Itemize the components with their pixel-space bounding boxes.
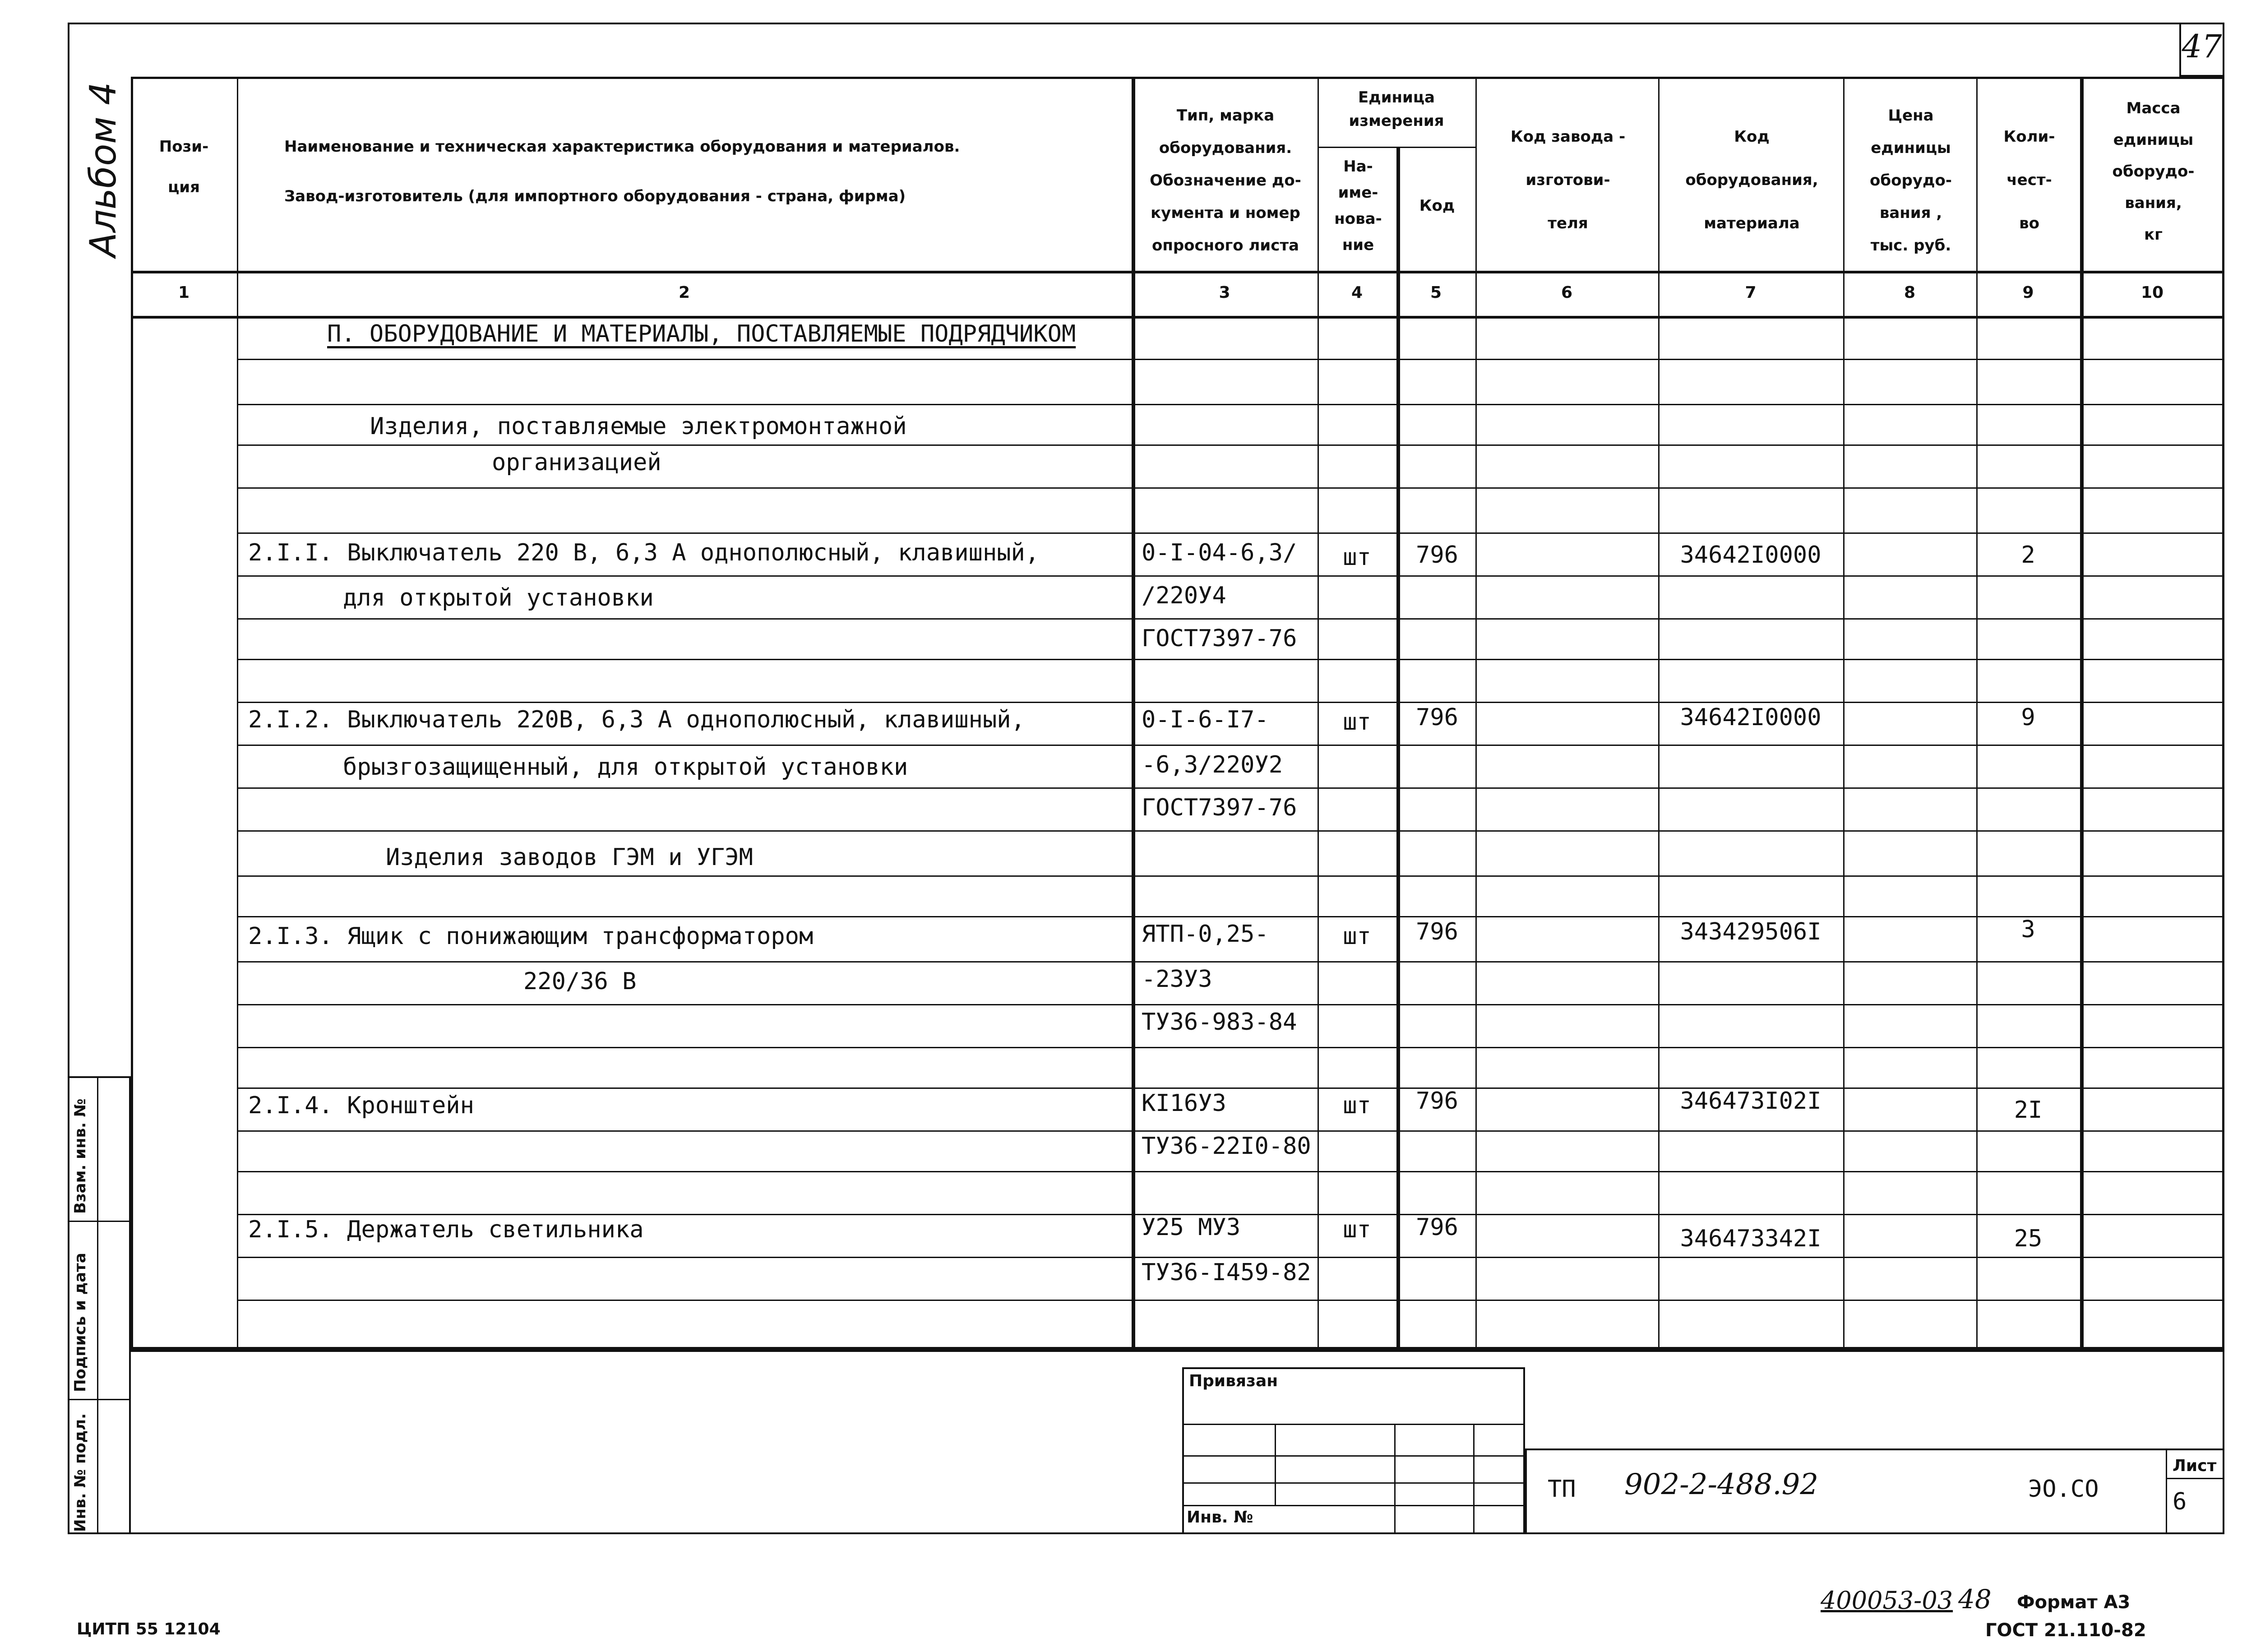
header-unit: Единица измерения xyxy=(1349,88,1444,130)
item3-type2: -23У3 xyxy=(1142,966,1212,993)
colnum-2: 2 xyxy=(678,283,690,302)
privyazan-label: Привязан xyxy=(1189,1372,1278,1390)
col-line-9 xyxy=(2080,77,2084,1349)
item4-type1: КI16У3 xyxy=(1142,1090,1226,1117)
row-line xyxy=(237,745,2224,746)
sheet-box-divider xyxy=(2166,1448,2167,1534)
item5-qty: 25 xyxy=(2014,1225,2043,1252)
item1-line1: 2.I.I. Выключатель 220 В, 6,3 А однополюсный, клавишный, xyxy=(248,539,1040,566)
colnum-7: 7 xyxy=(1745,283,1757,302)
group2-title: Изделия заводов ГЭМ и УГЭМ xyxy=(386,844,753,871)
sheet-box-sep xyxy=(2166,1478,2224,1479)
privyazan-v1 xyxy=(1275,1424,1276,1505)
row-line xyxy=(237,1087,2224,1089)
item4-unit-code: 796 xyxy=(1416,1087,1458,1115)
colnum-3: 3 xyxy=(1219,283,1230,302)
col-line-1 xyxy=(237,77,238,1349)
colnum-5: 5 xyxy=(1430,283,1442,302)
item5-unit: шт xyxy=(1343,1216,1371,1243)
header-col8: Цена единицы оборудо- вания , тыс. руб. xyxy=(1870,106,1952,255)
item4-code: 346473I02I xyxy=(1680,1087,1821,1115)
header-col3: Тип, марка оборудования. Обозначение до- кумента и номер опросного листа xyxy=(1150,106,1301,255)
row-line xyxy=(237,1171,2224,1172)
colnum-bottom-line xyxy=(131,316,2224,319)
footer-format: Формат А3 xyxy=(2017,1592,2131,1613)
privyazan-v3 xyxy=(1473,1424,1475,1534)
row-line xyxy=(237,875,2224,877)
item1-unit-code: 796 xyxy=(1416,541,1458,569)
sheet-number: 6 xyxy=(2173,1488,2187,1515)
corner-number: 47 xyxy=(2182,28,2222,65)
section-title: П. ОБОРУДОВАНИЕ И МАТЕРИАЛЫ, ПОСТАВЛЯЕМЫЕ ПОДРЯДЧИКОМ xyxy=(327,320,1076,347)
row-line xyxy=(237,1004,2224,1005)
item4-unit: шт xyxy=(1343,1092,1371,1119)
item1-type1: 0-I-04-6,3/ xyxy=(1142,539,1297,566)
item2-type2: -6,3/220У2 xyxy=(1142,751,1283,778)
row-line xyxy=(237,575,2224,577)
footer-gost: ГОСТ 21.110-82 xyxy=(1985,1620,2146,1641)
row-line xyxy=(237,532,2224,534)
col-line-5 xyxy=(1475,77,1477,1349)
doc-section: ЭО.СО xyxy=(2028,1476,2099,1503)
item4-qty: 2I xyxy=(2014,1097,2043,1124)
privyazan-v2 xyxy=(1394,1424,1396,1534)
row-line xyxy=(237,1257,2224,1258)
group1-line1: Изделия, поставляемые электромонтажной xyxy=(370,413,907,440)
item1-unit: шт xyxy=(1343,544,1371,571)
header-col10: Масса единицы оборудо- вания, кг xyxy=(2112,99,2195,244)
side-stamp-sep2 xyxy=(68,1399,131,1400)
colnum-4: 4 xyxy=(1351,283,1363,302)
header-col7: Код оборудования, материала xyxy=(1685,128,1818,232)
footer-archive: 400053-03 xyxy=(1821,1586,1953,1615)
header-col9: Коли- чест- во xyxy=(2003,128,2055,232)
group1-line2: организацией xyxy=(492,449,661,476)
item5-type1: У25 МУ3 xyxy=(1142,1214,1241,1241)
item5-line1: 2.I.5. Держатель светильника xyxy=(248,1216,644,1243)
item1-code: 34642I0000 xyxy=(1680,541,1821,569)
item1-type2: /220У4 xyxy=(1142,582,1226,609)
row-line xyxy=(237,830,2224,832)
row-line xyxy=(237,404,2224,405)
item4-type2: ТУ36-22I0-80 xyxy=(1142,1133,1311,1160)
row-line xyxy=(237,618,2224,620)
item5-code: 346473342I xyxy=(1680,1225,1821,1252)
header-col5: Код xyxy=(1419,197,1455,215)
item1-line2: для открытой установки xyxy=(343,584,654,611)
doc-number: 902-2-488.92 xyxy=(1624,1468,1819,1501)
row-line xyxy=(237,359,2224,360)
item2-type1: 0-I-6-I7- xyxy=(1142,706,1269,733)
stamp-replace-inv: Взам. инв. № xyxy=(71,1098,89,1214)
col-line-2 xyxy=(1132,77,1135,1349)
header-col4: На- име- нова- ние xyxy=(1334,157,1382,254)
sheet-label: Лист xyxy=(2173,1457,2217,1475)
item1-qty: 2 xyxy=(2021,541,2035,569)
header-col6: Код завода - изготови- теля xyxy=(1510,128,1626,232)
item3-type3: ТУ36-983-84 xyxy=(1142,1009,1297,1036)
item2-unit-code: 796 xyxy=(1416,704,1458,731)
row-line xyxy=(237,659,2224,660)
tp-label: ТП xyxy=(1548,1476,1576,1503)
item1-type3: ГОСТ7397-76 xyxy=(1142,625,1297,652)
item3-line1: 2.I.3. Ящик с понижающим трансформатором xyxy=(248,923,814,950)
row-line xyxy=(237,487,2224,489)
item2-unit: шт xyxy=(1343,708,1371,736)
album-label: Альбом 4 xyxy=(82,82,124,257)
side-stamp-divider xyxy=(97,1076,98,1534)
item2-line2: брызгозащищенный, для открытой установки xyxy=(343,754,908,781)
row-line xyxy=(237,916,2224,917)
row-line xyxy=(237,444,2224,446)
item3-line2: 220/36 В xyxy=(523,968,637,995)
colnum-10: 10 xyxy=(2140,283,2164,302)
colnum-1: 1 xyxy=(178,283,190,302)
item3-code: 343429506I xyxy=(1680,918,1821,945)
colnum-9: 9 xyxy=(2022,283,2034,302)
col-line-7 xyxy=(1843,77,1845,1349)
row-line xyxy=(237,1047,2224,1048)
footer-left: ЦИТП 55 12104 xyxy=(77,1620,221,1638)
colnum-8: 8 xyxy=(1904,283,1916,302)
item4-line1: 2.I.4. Кронштейн xyxy=(248,1092,474,1119)
item5-unit-code: 796 xyxy=(1416,1214,1458,1241)
row-line xyxy=(237,787,2224,789)
stamp-inv-original: Инв. № подл. xyxy=(71,1413,89,1532)
row-line xyxy=(237,961,2224,963)
item2-type3: ГОСТ7397-76 xyxy=(1142,794,1297,821)
colnum-6: 6 xyxy=(1561,283,1573,302)
header-col1: Пози- ция xyxy=(159,138,209,196)
side-stamp-sep1 xyxy=(68,1221,131,1222)
row-line xyxy=(237,1130,2224,1132)
item3-type1: ЯТП-0,25- xyxy=(1142,921,1269,948)
row-line xyxy=(237,1300,2224,1301)
item2-code: 34642I0000 xyxy=(1680,704,1821,731)
footer-page: 48 xyxy=(1958,1584,1992,1615)
item3-unit: шт xyxy=(1343,923,1371,950)
item3-qty: 3 xyxy=(2021,916,2035,943)
row-line xyxy=(237,702,2224,703)
stamp-signature-date: Подпись и дата xyxy=(71,1253,89,1392)
item2-line1: 2.I.2. Выключатель 220В, 6,3 А однополюсный, клавишный, xyxy=(248,706,1025,733)
col-line-4 xyxy=(1396,147,1400,1349)
inv-no-label: Инв. № xyxy=(1187,1508,1253,1527)
table-bottom-line xyxy=(131,1349,2224,1352)
header-col2: Наименование и техническая характеристика оборудования и материалов. Завод-изготовитель (для импортного оборудования - страна, фирма) xyxy=(284,138,960,205)
item5-type2: ТУ36-I459-82 xyxy=(1142,1259,1311,1286)
item2-qty: 9 xyxy=(2021,704,2035,731)
item3-unit-code: 796 xyxy=(1416,918,1458,945)
